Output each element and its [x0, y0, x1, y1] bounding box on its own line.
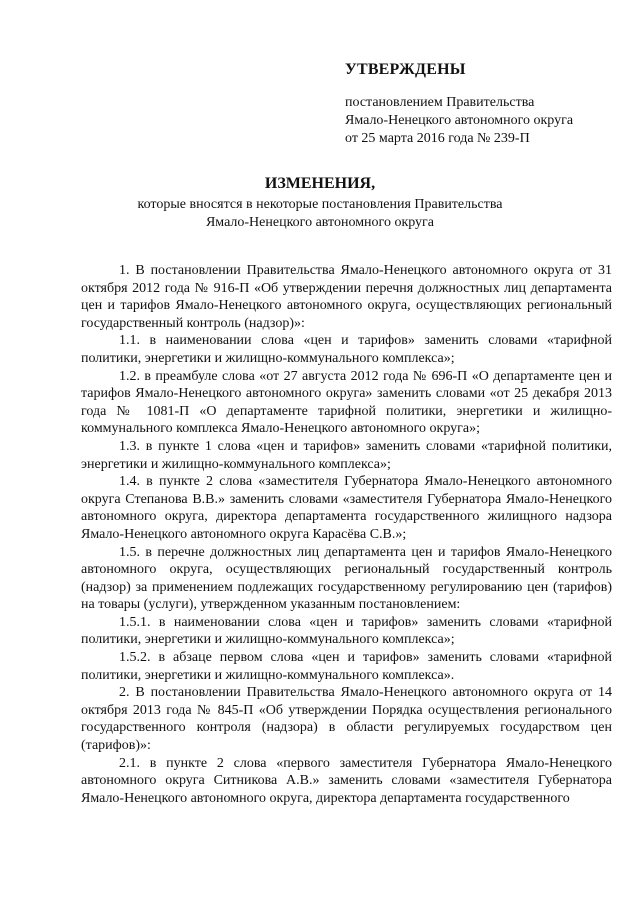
subtitle-line: которые вносятся в некоторые постановления Правительства [137, 197, 503, 212]
document-title: ИЗМЕНЕНИЯ, [264, 175, 376, 192]
paragraph-1: 1. В постановлении Правительства Ямало-Ненецкого автономного округа от 31 октября 2012 года № 916-П «Об утверждении перечня должностных лиц департамента цен и тарифов Ямало-Ненецкого автономного округа, осуществляющих региональный государственный контроль (надзор)»: [81, 263, 612, 331]
document-body [81, 262, 612, 807]
document-subtitle [0, 196, 640, 232]
paragraph-1-4: 1.4. в пункте 2 слова «заместителя Губернатора Ямало-Ненецкого автономного округа Степанова В.В.» заменить словами «заместителя Губернатора Ямало-Ненецкого автономного округа, директора департамента государственного жилищного надзора Ямало-Ненецкого автономного округа Карасёва С.В.»; [81, 474, 612, 542]
paragraph-1-1: 1.1. в наименовании слова «цен и тарифов» заменить словами «тарифной политики, энергетики и жилищно-коммунального комплекса»; [81, 333, 612, 366]
paragraph-1-5-2: 1.5.2. в абзаце первом слова «цен и тарифов» заменить словами «тарифной политики, энергетики и жилищно-коммунального комплекса». [81, 650, 612, 683]
approval-line: постановлением Правительства [345, 95, 535, 110]
paragraph-2: 2. В постановлении Правительства Ямало-Ненецкого автономного округа от 14 октября 2013 года № 845-П «Об утверждении Порядка осуществления регионального государственного контроля (надзора) в области регулируемых государством цен (тарифов)»: [81, 685, 612, 754]
paragraph-2-1: 2.1. в пункте 2 слова «первого заместителя Губернатора Ямало-Ненецкого автономного округа Ситникова А.В.» заменить словами «заместителя Губернатора Ямало-Ненецкого автономного округа, директора департамента государственного [81, 755, 612, 806]
paragraph-1-5: 1.5. в перечне должностных лиц департамента цен и тарифов Ямало-Ненецкого автономного округа, осуществляющих региональный государственный контроль (надзор) за применением подлежащих государственному регулированию цен (тарифов) на товары (услуги), утвержденном указанным постановлением: [81, 544, 612, 613]
paragraph-1-2: 1.2. в преамбуле слова «от 27 августа 2012 года № 696-П «О департаменте цен и тарифов Ямало-Ненецкого автономного округа» заменить словами «от 25 декабря 2013 года № 1081-П «О департаменте тарифной политики, энергетики и жилищно-коммунального комплекса Ямало-Ненецкого автономного округа»; [81, 368, 612, 437]
approval-line: Ямало-Ненецкого автономного округа [345, 113, 574, 128]
approval-line: от 25 марта 2016 года № 239-П [345, 131, 530, 146]
approval-block [345, 60, 625, 148]
subtitle-line: Ямало-Ненецкого автономного округа [205, 215, 435, 230]
approval-heading: УТВЕРЖДЕНЫ [345, 61, 466, 78]
paragraph-1-5-1: 1.5.1. в наименовании слова «цен и тарифов» заменить словами «тарифной политики, энергетики и жилищно-коммунального комплекса»; [81, 614, 612, 648]
paragraph-1-3: 1.3. в пункте 1 слова «цен и тарифов» заменить словами «тарифной политики, энергетики и жилищно-коммунального комплекса»; [81, 438, 612, 472]
